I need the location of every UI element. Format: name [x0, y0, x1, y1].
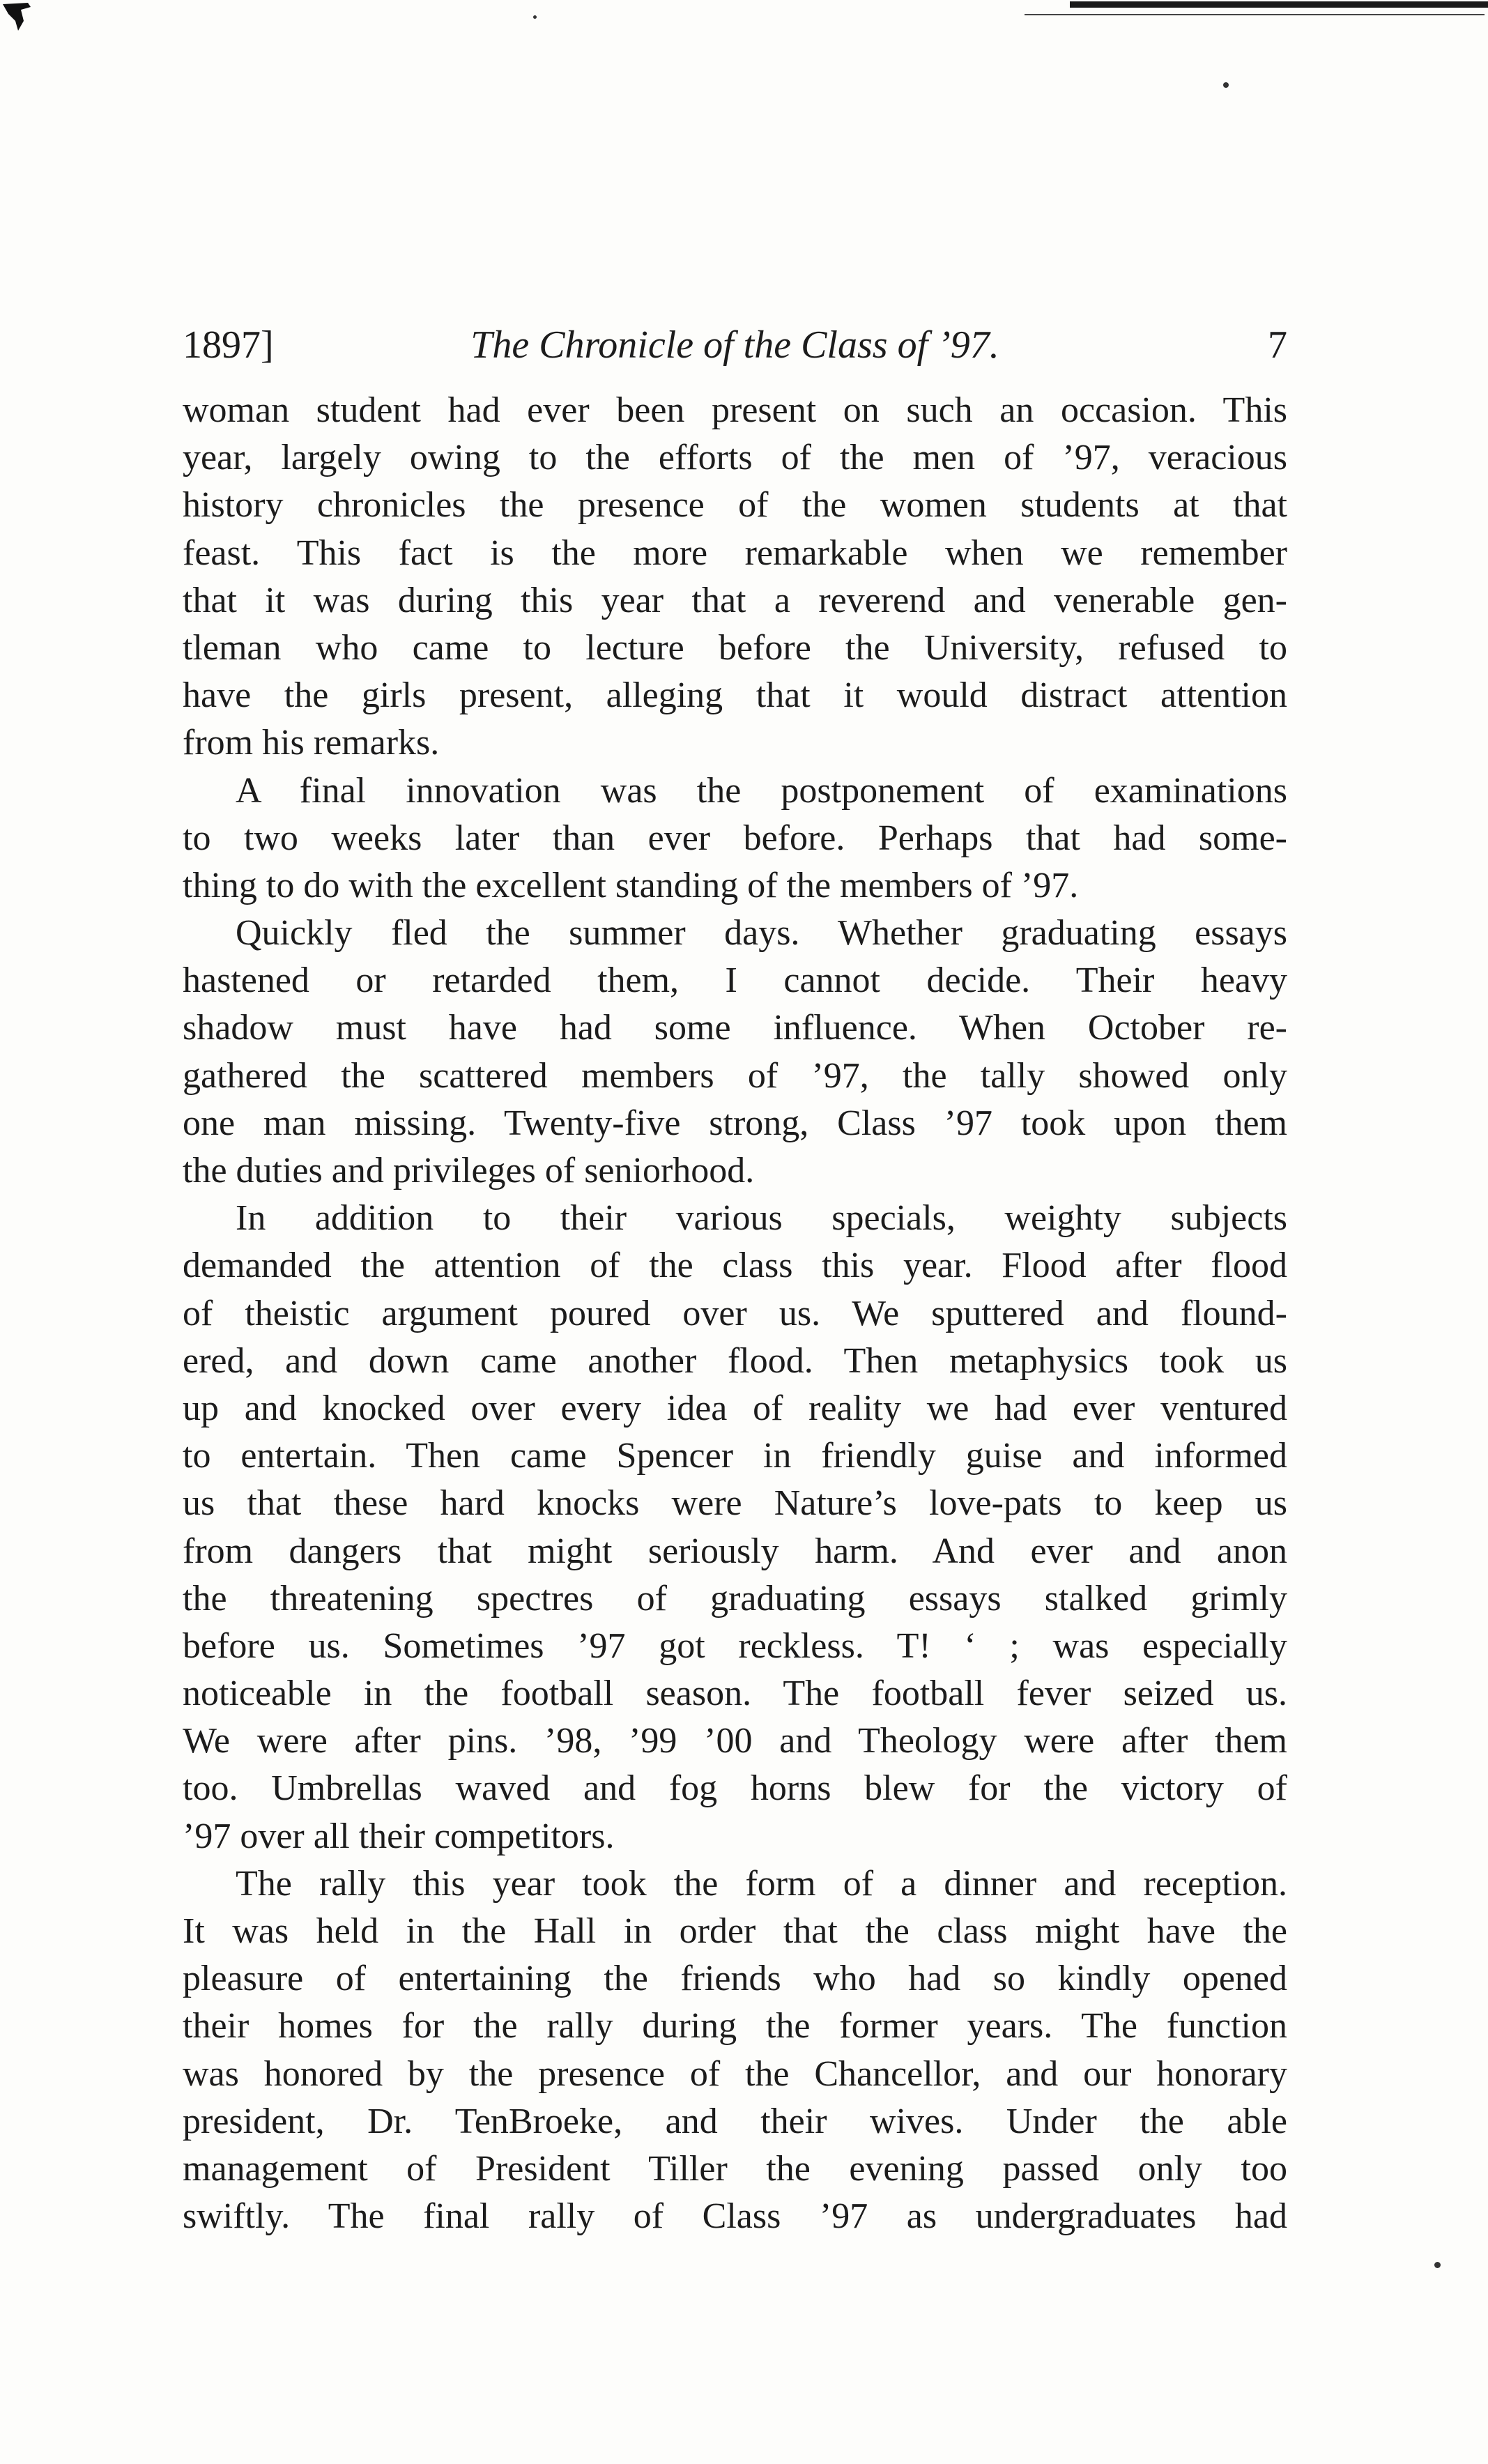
- header-running-title: The Chronicle of the Class of ’97.: [470, 323, 999, 367]
- text-line: thing to do with the excellent standing of the members of ’97.: [183, 865, 1079, 905]
- text-line: us that these hard knocks were Nature’s love-pats to keep us: [183, 1483, 1287, 1524]
- text-line: one man missing. Twenty-five strong, Class ’97 took upon them: [183, 1103, 1287, 1143]
- text-line: year, largely owing to the efforts of the men of ’97, veracious: [183, 438, 1287, 478]
- text-line: swiftly. The final rally of Class ’97 as undergraduates had: [183, 2196, 1287, 2237]
- text-line: We were after pins. ’98, ’99 ’00 and Theology were after them: [183, 1721, 1287, 1761]
- page-speck: [1434, 2262, 1441, 2268]
- header-year: 1897]: [183, 323, 274, 367]
- text-line: too. Umbrellas waved and fog horns blew for the victory of: [183, 1768, 1287, 1809]
- text-line: their homes for the rally during the former years. The function: [183, 2006, 1287, 2046]
- text-line: of theistic argument poured over us. We sputtered and flound-: [183, 1293, 1287, 1333]
- text-line: have the girls present, alleging that it would distract attention: [183, 675, 1287, 716]
- text-line: A final innovation was the postponement of examinations: [236, 770, 1287, 811]
- text-line: hastened or retarded them, I cannot decide. Their heavy: [183, 961, 1287, 1001]
- text-line: to entertain. Then came Spencer in friendly guise and informed: [183, 1436, 1287, 1476]
- text-line: ered, and down came another flood. Then metaphysics took us: [183, 1340, 1287, 1381]
- text-line: woman student had ever been present on such an occasion. This: [183, 390, 1287, 430]
- text-line: to two weeks later than ever before. Perhaps that had some-: [183, 818, 1287, 858]
- text-line: demanded the attention of the class this year. Flood after flood: [183, 1246, 1287, 1286]
- text-line: was honored by the presence of the Chancellor, and our honorary: [183, 2053, 1287, 2094]
- page-speck: [1223, 82, 1229, 88]
- text-line: the duties and privileges of seniorhood.: [183, 1151, 755, 1191]
- text-line: pleasure of entertaining the friends who had so kindly opened: [183, 1959, 1287, 1999]
- text-line: The rally this year took the form of a dinner and reception.: [236, 1863, 1287, 1904]
- text-line: shadow must have had some influence. When October re-: [183, 1008, 1287, 1048]
- running-header: [183, 317, 1287, 373]
- text-line: management of President Tiller the evening passed only too: [183, 2148, 1287, 2189]
- text-line: gathered the scattered members of ’97, the tally showed only: [183, 1055, 1287, 1096]
- text-line: feast. This fact is the more remarkable when we remember: [183, 533, 1287, 573]
- text-line: the threatening spectres of graduating essays stalked grimly: [183, 1578, 1287, 1619]
- text-line: ’97 over all their competitors.: [183, 1816, 615, 1856]
- top-edge-thin-rule: [1025, 14, 1485, 15]
- page-speck: [533, 15, 537, 19]
- text-line: before us. Sometimes ’97 got reckless. T! ‘ ; was especially: [183, 1625, 1287, 1666]
- text-line: from his remarks.: [183, 723, 440, 763]
- text-line: from dangers that might seriously harm. And ever and anon: [183, 1531, 1287, 1571]
- header-page-number: 7: [1268, 323, 1287, 367]
- text-line: up and knocked over every idea of reality we had ever ventured: [183, 1388, 1287, 1428]
- text-line: noticeable in the football season. The football fever seized us.: [183, 1674, 1287, 1714]
- body-text: [183, 387, 1287, 2240]
- text-line: that it was during this year that a reverend and venerable gen-: [183, 580, 1287, 620]
- corner-blot-mark: [0, 0, 33, 33]
- text-line: Quickly fled the summer days. Whether graduating essays: [236, 913, 1287, 954]
- text-line: president, Dr. TenBroeke, and their wives. Under the able: [183, 2101, 1287, 2141]
- top-edge-rule: [1070, 1, 1488, 8]
- text-line: In addition to their various specials, weighty subjects: [236, 1198, 1287, 1239]
- text-line: tleman who came to lecture before the University, refused to: [183, 627, 1287, 668]
- text-line: history chronicles the presence of the women students at that: [183, 485, 1287, 526]
- text-line: It was held in the Hall in order that the class might have the: [183, 1911, 1287, 1951]
